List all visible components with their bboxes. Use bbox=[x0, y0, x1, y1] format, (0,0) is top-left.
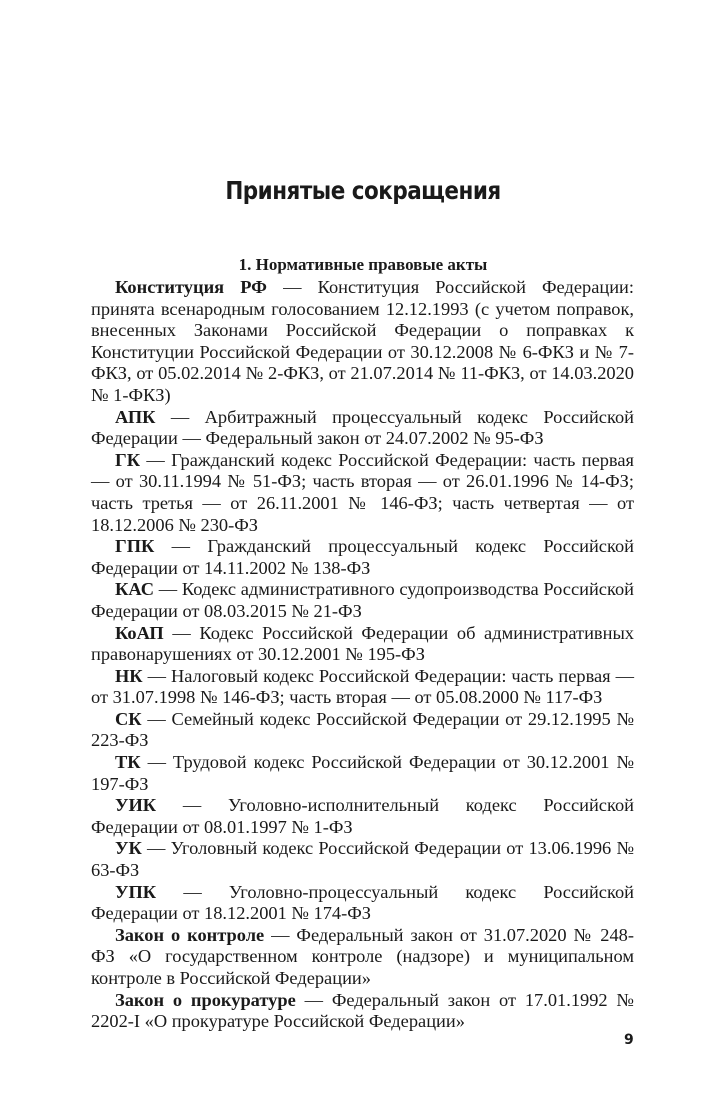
abbreviation-term: НК bbox=[115, 665, 143, 686]
abbreviation-entry bbox=[91, 882, 634, 925]
abbreviation-entry bbox=[91, 450, 634, 536]
abbreviation-definition: — Федеральный закон от 17.01.1992 № 2202-I «О прокуратуре Российской Федерации» bbox=[91, 989, 634, 1032]
abbreviation-term: УК bbox=[115, 838, 142, 859]
abbreviation-term: КАС bbox=[115, 579, 154, 600]
abbreviation-term: ГК bbox=[115, 449, 141, 470]
abbreviation-entry bbox=[91, 795, 634, 838]
abbreviation-definition: — Уголовно-исполнительный кодекс Российской Федерации от 08.01.1997 № 1-ФЗ bbox=[91, 795, 634, 837]
abbreviation-entry bbox=[91, 666, 634, 709]
page-title: Принятые сокращения bbox=[225, 176, 501, 205]
abbreviation-term: Конституция РФ bbox=[115, 277, 267, 297]
abbreviation-term: Закон о контроле bbox=[115, 924, 265, 945]
abbreviation-term: ГПК bbox=[115, 536, 155, 557]
abbreviation-definition: — Гражданский процессуальный кодекс Российской Федерации от 14.11.2002 № 138-ФЗ bbox=[91, 536, 634, 578]
abbreviation-entry bbox=[91, 925, 634, 990]
abbreviation-entry bbox=[91, 579, 634, 622]
abbreviation-definition: — Арбитражный процессуальный кодекс Российской Федерации — Федеральный закон от 24.07.2002 № 95-ФЗ bbox=[91, 406, 634, 449]
abbreviation-term: УИК bbox=[115, 795, 157, 816]
page-number: 9 bbox=[624, 1032, 634, 1048]
section-heading: 1. Нормативные правовые акты bbox=[238, 255, 488, 274]
abbreviation-definition: — Федеральный закон от 31.07.2020 № 248-ФЗ «О государственном контроле (надзоре) и муниципальном контроле в Российской Федерации» bbox=[91, 924, 634, 988]
abbreviation-entry bbox=[91, 407, 634, 450]
abbreviation-entry bbox=[91, 277, 634, 407]
abbreviation-entry bbox=[91, 752, 634, 795]
abbreviation-definition: — Кодекс Российской Федерации об административных правонарушениях от 30.12.2001 № 195-ФЗ bbox=[91, 622, 634, 665]
abbreviation-term: ТК bbox=[115, 752, 141, 773]
abbreviation-term: КоАП bbox=[115, 622, 164, 643]
abbreviation-list bbox=[91, 277, 634, 1033]
abbreviation-definition: — Конституция Российской Федерации: принята всенародным голосованием 12.12.1993 (с учетом поправок, внесенных Законами Российской Федерации о поправках к Конституции Российской Федерации от 30.12.2008 № 6-ФКЗ и № 7-ФКЗ, от 05.02.2014 № 2-ФКЗ, от 21.07.2014 № 11-ФКЗ, от 14.03.2020 № 1-ФКЗ) bbox=[91, 277, 634, 405]
abbreviation-definition: — Уголовно-процессуальный кодекс Российской Федерации от 18.12.2001 № 174-ФЗ bbox=[91, 881, 634, 924]
abbreviation-term: УПК bbox=[115, 881, 157, 902]
abbreviation-definition: — Гражданский кодекс Российской Федерации: часть первая — от 30.11.1994 № 51-ФЗ; часть вторая — от 26.01.1996 № 14-ФЗ; часть третья — от 26.11.2001 № 146-ФЗ; часть четвертая — от 18.12.2006 № 230-ФЗ bbox=[91, 449, 634, 535]
abbreviation-definition: — Семейный кодекс Российской Федерации от 29.12.1995 № 223-ФЗ bbox=[91, 708, 634, 751]
abbreviation-entry bbox=[91, 990, 634, 1033]
abbreviation-term: Закон о прокуратуре bbox=[115, 989, 296, 1010]
abbreviation-entry bbox=[91, 623, 634, 666]
abbreviation-entry bbox=[91, 536, 634, 579]
abbreviation-entry bbox=[91, 838, 634, 881]
abbreviation-definition: — Уголовный кодекс Российской Федерации от 13.06.1996 № 63-ФЗ bbox=[91, 838, 634, 881]
abbreviation-definition: — Трудовой кодекс Российской Федерации от 30.12.2001 № 197-ФЗ bbox=[91, 752, 634, 794]
abbreviation-entry bbox=[91, 709, 634, 752]
abbreviation-term: АПК bbox=[115, 406, 156, 427]
abbreviation-definition: — Налоговый кодекс Российской Федерации: часть первая — от 31.07.1998 № 146-ФЗ; часть вторая — от 05.08.2000 № 117-ФЗ bbox=[91, 665, 634, 708]
abbreviation-definition: — Кодекс административного судопроизводства Российской Федерации от 08.03.2015 № 21-ФЗ bbox=[91, 579, 634, 621]
abbreviation-term: СК bbox=[115, 708, 142, 729]
